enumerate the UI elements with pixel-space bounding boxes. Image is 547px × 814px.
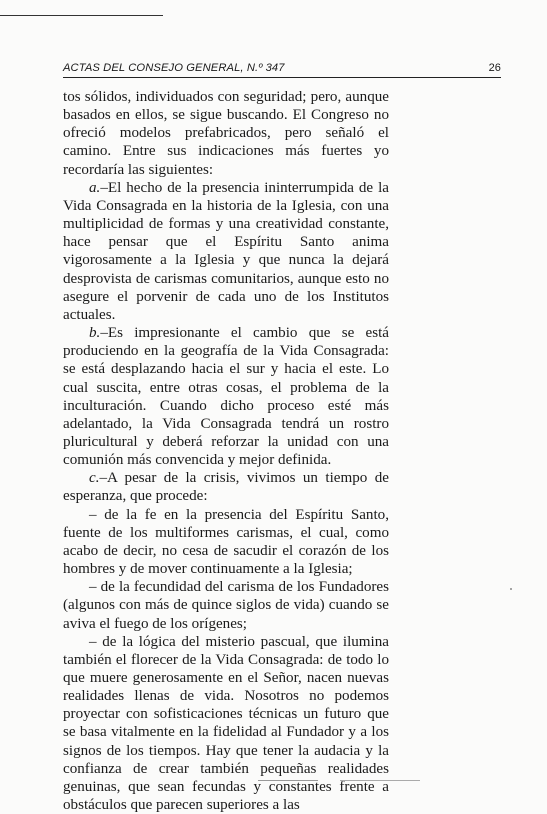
running-header xyxy=(63,62,501,76)
item-letter: c. xyxy=(89,470,100,487)
header-rule xyxy=(63,77,501,78)
bottom-scan-line xyxy=(340,780,420,781)
page-number: 26 xyxy=(488,62,501,74)
scan-speck xyxy=(510,588,512,590)
body-text xyxy=(63,88,389,814)
bottom-scan-line xyxy=(258,780,318,781)
item-letter: a. xyxy=(89,179,101,196)
top-rule xyxy=(0,15,163,16)
paragraph-a: a.–El hecho de la presencia ininterrumpida de la Vida Consagrada en la historia de la Iglesia, con una multiplicidad de formas y una creatividad constante, hace pensar que el Espíritu Santo anima vigorosamente a la Iglesia y que nunca la dejará desprovista de carismas comunitarios, aunque esto no asegure el porvenir de cada uno de los Institutos actuales. xyxy=(63,179,389,323)
paragraph-c-bullet-1: – de la fe en la presencia del Espíritu Santo, fuente de los multiformes carismas, el cual, como acabo de decir, no cesa de sacudir el corazón de los hombres y de mover continuamente a la Iglesia; xyxy=(63,506,389,578)
paragraph-c: c.–A pesar de la crisis, vivimos un tiempo de esperanza, que procede: xyxy=(63,470,389,505)
paragraph-c-bullet-2: – de la fecundidad del carisma de los Fundadores (algunos con más de quince siglos de vida) cuando se aviva el fuego de los orígenes; xyxy=(63,579,389,632)
header-title: ACTAS DEL CONSEJO GENERAL, N.º 347 xyxy=(63,62,285,74)
paragraph-c-bullet-3: – de la lógica del misterio pascual, que ilumina también el florecer de la Vida Consagrada: de todo lo que muere generosamente en el Señor, nacen nuevas realidades llenas de vida. Nosotros no podemos proyectar con sofisticaciones técnicas un futuro que se basa vitalmente en la fidelidad al Fundador y a los signos de los tiempos. Hay que tener la audacia y la confianza de crear también pequeñas realidades genuinas, que sean fecundas y constantes frente a obstáculos que parecen superiores a las xyxy=(63,633,389,814)
item-letter: b. xyxy=(89,325,101,342)
paragraph-b: b.–Es impresionante el cambio que se está produciendo en la geografía de la Vida Consagrada: se está desplazando hacia el sur y hacia el este. Lo cual suscita, entre otras cosas, el problema de la inculturación. Cuando dicho proceso esté más adelantado, la Vida Consagrada tendrá un rostro pluricultural y deberá reforzar la unidad con una comunión más convencida y mejor definida. xyxy=(63,325,389,469)
paragraph-intro: tos sólidos, individuados con seguridad; pero, aunque basados en ellos, se sigue buscando. El Congreso no ofreció modelos prefabricados, pero señaló el camino. Entre sus indicaciones más fuertes yo recordaría las siguientes: xyxy=(63,89,389,178)
